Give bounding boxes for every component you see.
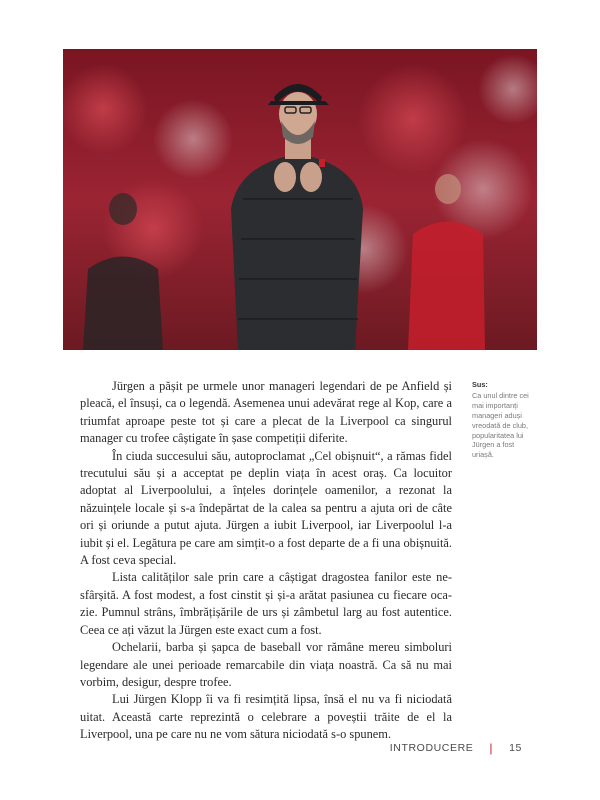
caption-text: Ca unul dintre cei mai importanți manageri aduși vreodată de club, popularitatea lui Jürgen a fost uriașă. [472, 390, 529, 460]
page-number: 15 [509, 742, 522, 754]
photo-manager-applauding-icon [63, 49, 537, 350]
section-title: INTRODUCERE [389, 742, 474, 754]
photo-caption [472, 380, 534, 460]
page-footer [390, 741, 522, 755]
body-text [80, 378, 452, 744]
paragraph-5: Lui Jürgen Klopp îi va fi resimțită lipsa, însă el nu va fi niciodată uitat. Această carte reprezintă o celebrare a poveștii trăite de el la Liverpool, una pe care nu ne vom sătura niciodată s-o spunem. [80, 692, 452, 742]
footer-separator: | [489, 741, 494, 755]
paragraph-3: Lista calităților sale prin care a câștigat dragostea fanilor este nesfârșită. A fost modest, a fost cinstit și și-a arătat pasiunea cu fiecare ocazie. Pumnul strâns, îmbrățișările de urs și zâmbetul larg au fost autentice. Ceea ce ați văzut la Jürgen este exact cum a fost. [80, 570, 452, 637]
paragraph-1: Jürgen a pășit pe urmele unor manageri legendari de pe Anfield și pleacă, el însuși, ca o legendă. Asemenea unui adevărat rege al Kop, care a triumfat aproape peste tot și care a plecat de la Liverpool ca singurul manager cu trofee câștigate în șase competiții diferite. [80, 379, 452, 446]
paragraph-4: Ochelarii, barba și șapca de baseball vor rămâne mereu simboluri legendare ale unei perioade remarcabile din viața noastră. Ca să nu mai vorbim, desigur, despre trofee. [80, 640, 452, 689]
hero-photo [63, 49, 537, 350]
paragraph-2: În ciuda succesului său, autoproclamat „Cel obișnuit“, a rămas fidel trecutului său și a acceptat pe deplin viața în acest oraș. Ca locuitor adoptat al Liverpoolului, a înțeles dorințele oamenilor, a rezonat la năzuințele locale și s-a îndepărtat de la calea sa pentru a ajuta ori de câte ori și oriunde a putut ajuta. Jürgen a iubit Liverpool, iar Liverpoolul l-a iubit și el. Legătura pe care am simțit-o a fost departe de a fi una obișnuită. A fost ceva special. [80, 448, 452, 568]
caption-heading: Sus: [472, 380, 488, 389]
